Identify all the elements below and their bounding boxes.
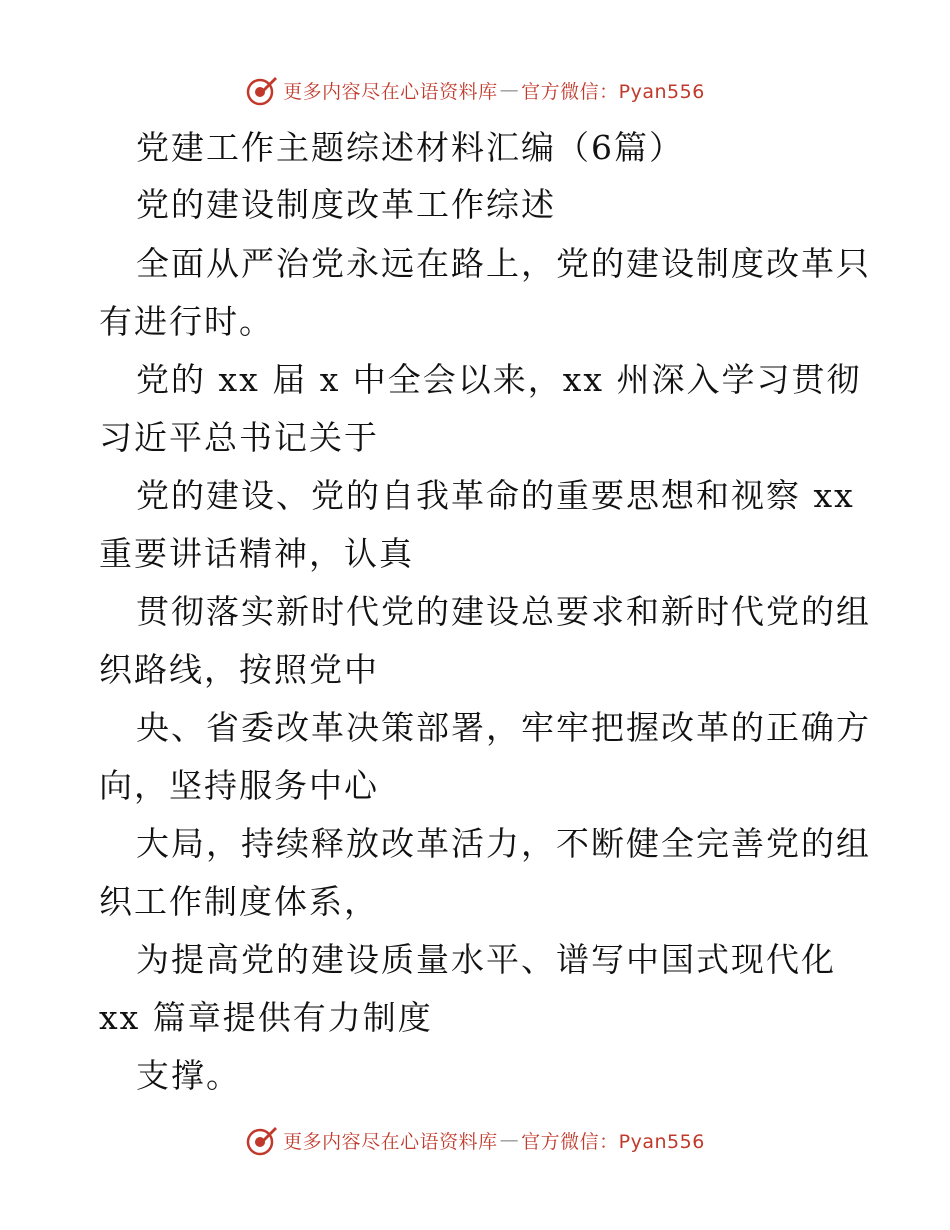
watermark-text: 更多内容尽在心语资料库 [283, 80, 498, 103]
body-line: xx 篇章提供有力制度 [99, 998, 433, 1037]
watermark-wechat: 官方微信：Pyan556 [521, 80, 705, 103]
body-line: 支撑。 [136, 1056, 241, 1095]
body-line: 重要讲话精神，认真 [99, 534, 414, 573]
footer-watermark [0, 1120, 950, 1160]
body-line: 大局，持续释放改革活力，不断健全完善党的组 [136, 824, 871, 863]
body-line: 习近平总书记关于 [99, 418, 379, 457]
pen-logo-icon [245, 1123, 279, 1157]
body-line: 贯彻落实新时代党的建设总要求和新时代党的组 [136, 592, 871, 631]
watermark-separator: — [499, 1129, 520, 1151]
document-title: 党建工作主题综述材料汇编（6篇） [136, 128, 684, 167]
body-line: 党的建设、党的自我革命的重要思想和视察 xx [136, 476, 855, 515]
body-line: 全面从严治党永远在路上，党的建设制度改革只 [136, 244, 871, 283]
pen-logo-icon [245, 73, 279, 107]
body-line: 向，坚持服务中心 [99, 766, 379, 805]
watermark-separator: — [499, 79, 520, 101]
body-line: 织工作制度体系， [99, 882, 379, 921]
body-line: 织路线，按照党中 [99, 650, 379, 689]
section-heading: 党的建设制度改革工作综述 [136, 185, 556, 224]
body-line: 有进行时。 [99, 302, 274, 341]
body-line: 为提高党的建设质量水平、谱写中国式现代化 [136, 940, 836, 979]
watermark-wechat: 官方微信：Pyan556 [521, 1130, 705, 1153]
body-line: 党的 xx 届 x 中全会以来，xx 州深入学习贯彻 [136, 360, 862, 399]
watermark-text: 更多内容尽在心语资料库 [283, 1130, 498, 1153]
header-watermark [0, 70, 950, 110]
body-line: 央、省委改革决策部署，牢牢把握改革的正确方 [136, 708, 871, 747]
